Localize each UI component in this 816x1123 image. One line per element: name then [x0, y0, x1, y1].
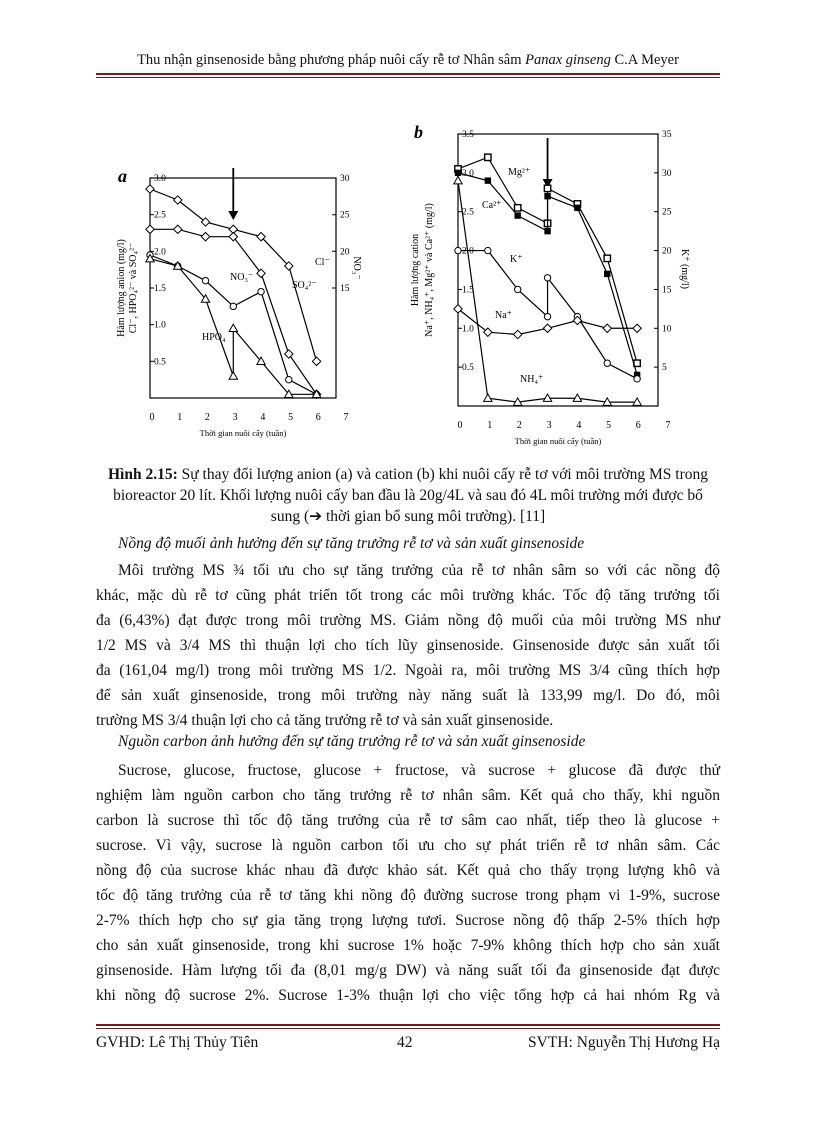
- series-label: NO₃⁻: [230, 272, 254, 283]
- series-label: NH₄⁺: [520, 374, 544, 385]
- x-tick-label: 4: [576, 420, 582, 431]
- text-line: trường MS 3/4 thuận lợi cho cả tăng trưởng rễ tơ và sản xuất ginsenoside.: [96, 712, 554, 729]
- text-line: Môi trường MS ¾ tối ưu cho sự tăng trưởng của rễ tơ nhân sâm so với các nồng độ: [118, 562, 720, 579]
- y-left-tick-label: 1.5: [154, 284, 166, 294]
- data-point: [544, 313, 550, 319]
- header-title-italic: Panax ginseng: [525, 52, 611, 68]
- data-point: [544, 193, 550, 199]
- data-point: [544, 185, 550, 191]
- data-point: [286, 376, 292, 382]
- y-axis-label-right: K⁺ (mg/l): [679, 249, 690, 289]
- y-axis-label: Hàm lượng cation: [410, 233, 421, 307]
- data-point: [634, 376, 640, 382]
- data-point: [455, 247, 461, 253]
- series-label: HPO₄: [202, 332, 226, 343]
- page-number: 42: [397, 1034, 413, 1051]
- caption-label: Hình 2.15:: [108, 466, 178, 483]
- text-line: 1/2 MS và 3/4 MS thì thuận lợi cho tích lũy ginsenoside. Ginsenoside được sản xuất tối: [96, 637, 720, 654]
- y-left-tick-label: 0.5: [154, 357, 166, 368]
- data-point: [312, 357, 320, 365]
- x-tick-label: 1: [487, 420, 493, 431]
- series-label: Mg²⁺: [508, 167, 531, 178]
- text-line: tốc độ tăng trưởng của rễ tơ tăng khi nồng độ đường sucrose trong phạm vi 1-9%, sucrose: [96, 887, 720, 904]
- x-tick-label: 3: [546, 420, 552, 431]
- y-left-tick-label: 3.0: [154, 174, 166, 184]
- y-left-tick-label: 2.0: [154, 247, 166, 258]
- paragraph-salt: [96, 558, 720, 733]
- y-right-tick-label: 15: [662, 285, 672, 296]
- data-point: [454, 176, 462, 183]
- text-line: nồng độ của sucrose khác nhau đã được khảo sát. Kết quả cho thấy trọng lượng khô và: [96, 862, 720, 879]
- footer-student: SVTH: Nguyễn Thị Hương Hạ: [528, 1034, 720, 1051]
- x-tick-label: 6: [635, 420, 641, 431]
- y-left-tick-label: 2.5: [462, 207, 474, 218]
- data-point: [515, 212, 521, 218]
- y-right-tick-label: 20: [340, 247, 350, 258]
- x-tick-label: 3: [232, 412, 238, 423]
- x-tick-label: 2: [516, 420, 522, 431]
- y-left-tick-label: 0.5: [462, 363, 474, 374]
- header-rule-thin: [96, 77, 720, 78]
- section-heading-salt: Nồng độ muối ảnh hưởng đến sự tăng trưởng rễ tơ và sản xuất ginsenoside: [118, 535, 585, 552]
- data-point: [544, 275, 550, 281]
- data-point: [485, 177, 491, 183]
- data-point: [258, 288, 264, 294]
- data-point: [485, 247, 491, 253]
- data-point: [285, 350, 293, 358]
- chart-panel-a: [110, 160, 370, 460]
- series-label: SO₄²⁻: [292, 280, 317, 291]
- text-line: nghiệm làm nguồn carbon cho tăng trưởng rễ tơ nhân sâm. Kết quả cho thấy, khi nguồn: [96, 787, 720, 804]
- data-point: [201, 232, 209, 240]
- y-axis-label-secondary: Na⁺, NH₄⁺, Mg²⁺ và Ca²⁺ (mg/l): [424, 203, 435, 337]
- series-label: Cl⁻: [315, 257, 330, 268]
- y-right-tick-label: 15: [340, 284, 350, 294]
- data-point: [146, 185, 154, 193]
- panel-letter: a: [118, 166, 127, 186]
- series-label: K⁺: [510, 254, 523, 265]
- data-point: [202, 277, 208, 283]
- x-tick-label: 6: [315, 412, 321, 423]
- data-point: [455, 170, 461, 176]
- y-right-tick-label: 25: [340, 210, 350, 221]
- data-point: [515, 286, 521, 292]
- x-tick-label: 7: [665, 420, 671, 431]
- data-point: [174, 225, 182, 233]
- running-header: [96, 52, 720, 69]
- x-tick-label: 0: [149, 412, 155, 423]
- y-left-tick-label: 3.5: [462, 130, 474, 140]
- panel-letter: b: [414, 122, 423, 142]
- y-right-tick-label: 35: [662, 130, 672, 140]
- text-line: sucrose. Vì vậy, sucrose là nguồn carbon tối ưu cho sự phát triển rễ tơ nhân sâm. Các: [96, 837, 720, 854]
- text-line: đa (161,04 mg/l) trong môi trường MS 1/2. Ngoài ra, môi trường MS 3/4 cũng thích hợp: [96, 662, 720, 679]
- data-point: [146, 225, 154, 233]
- y-left-tick-label: 1.0: [154, 320, 166, 331]
- y-left-tick-label: 2.5: [154, 210, 166, 221]
- data-point: [604, 360, 610, 366]
- data-point: [604, 271, 610, 277]
- plot-frame: [458, 134, 658, 406]
- data-point: [514, 330, 522, 338]
- header-title-pre: Thu nhận ginsenoside bằng phương pháp nuôi cấy rễ tơ Nhân sâm: [137, 52, 526, 68]
- series-label: Ca²⁺: [482, 200, 502, 211]
- footer-rule-thin: [96, 1028, 720, 1029]
- paragraph-carbon: [96, 758, 720, 1008]
- x-tick-label: 7: [343, 412, 349, 423]
- data-point: [604, 255, 610, 261]
- y-right-tick-label: 25: [662, 207, 672, 218]
- x-tick-label: 5: [288, 412, 294, 423]
- data-point: [633, 324, 641, 332]
- data-point: [229, 324, 237, 331]
- y-axis-label-secondary: Cl⁻, HPO₄²⁻ và SO₄²⁻: [128, 242, 139, 334]
- y-left-tick-label: 1.0: [462, 324, 474, 335]
- x-tick-label: 2: [204, 412, 210, 423]
- data-point: [574, 205, 580, 211]
- y-left-tick-label: 2.0: [462, 246, 474, 257]
- text-line: đa (6,43%) đạt được trong môi trường MS. Giảm nồng độ muối của môi trường MS như: [96, 612, 720, 629]
- header-rule: [96, 73, 720, 75]
- x-axis-label: Thời gian nuôi cấy (tuần): [199, 428, 287, 438]
- arrow-head-icon: [228, 211, 238, 220]
- data-point: [603, 324, 611, 332]
- data-point: [230, 303, 236, 309]
- chart-panel-b: [400, 120, 700, 460]
- text-line: ginsenoside. Hàm lượng tối đa (8,01 mg/g DW) và năng suất tối đa ginsenoside đạt được: [96, 962, 720, 979]
- section-heading-carbon: Nguồn carbon ảnh hưởng đến sự tăng trưởng rễ tơ và sản xuất ginsenoside: [118, 733, 586, 750]
- x-tick-label: 1: [177, 412, 183, 423]
- text-line: Sucrose, glucose, fructose, glucose + fructose, và sucrose + glucose đã được thử: [118, 762, 720, 779]
- y-right-tick-label: 30: [340, 174, 350, 184]
- data-point: [515, 205, 521, 211]
- y-right-tick-label: 10: [662, 324, 672, 335]
- series-label: Na⁺: [495, 310, 512, 321]
- text-line: khác, mặc dù rễ tơ cũng phát triển tốt trong các môi trường khác. Tốc độ tăng trưởng tối: [96, 587, 720, 604]
- header-title-post: C.A Meyer: [610, 52, 679, 68]
- x-tick-label: 5: [606, 420, 612, 431]
- y-axis-label-right: NO₃⁻: [351, 256, 362, 280]
- y-left-tick-label: 3.0: [462, 168, 474, 179]
- data-point: [543, 324, 551, 332]
- footer-rule: [96, 1024, 720, 1026]
- y-left-tick-label: 1.5: [462, 285, 474, 296]
- y-axis-label: Hàm lượng anion (mg/l): [116, 239, 127, 337]
- y-right-tick-label: 20: [662, 246, 672, 257]
- x-tick-label: 0: [457, 420, 463, 431]
- data-point: [544, 228, 550, 234]
- data-point: [229, 372, 237, 379]
- text-line: khi nồng độ sucrose 2%. Sucrose 1-3% thuận lợi cho việc tổng hợp cả hai nhóm Rg và: [96, 987, 720, 1004]
- data-point: [484, 394, 492, 401]
- text-line: cho sản xuất ginsenoside, trong khi sucrose 1% hoặc 7-9% không thích hợp cho sản xuất: [96, 937, 720, 954]
- text-line: để sản xuất ginsenoside, trong môi trường này năng suất là 133,99 mg/l. Do đó, môi: [96, 687, 720, 704]
- x-tick-label: 4: [260, 412, 266, 423]
- figure-caption: [100, 464, 716, 527]
- text-line: 2-7% thích hợp cho sự gia tăng trọng lượng tươi. Sucrose nồng độ thấp 2-5% thích hợp: [96, 912, 720, 929]
- y-right-tick-label: 30: [662, 168, 672, 179]
- data-point: [485, 154, 491, 160]
- text-line: carbon là sucrose thì tốc độ tăng trưởng của rễ tơ sâm cao nhất, tiếp theo là glucose +: [96, 812, 720, 829]
- x-axis-label: Thời gian nuôi cấy (tuần): [514, 436, 602, 446]
- footer-supervisor: GVHD: Lê Thị Thủy Tiên: [96, 1034, 259, 1051]
- y-right-tick-label: 5: [662, 363, 667, 374]
- caption-text: Sự thay đổi lượng anion (a) và cation (b) khi nuôi cấy rễ tơ với môi trường MS trong bioreactor 20 lít. Khối lượng nuôi cấy ban đầu là 20g/4L và sau đó 4L môi trường mới được bổ sung (➔ thời gian bổ sung môi trường). [11]: [113, 466, 708, 525]
